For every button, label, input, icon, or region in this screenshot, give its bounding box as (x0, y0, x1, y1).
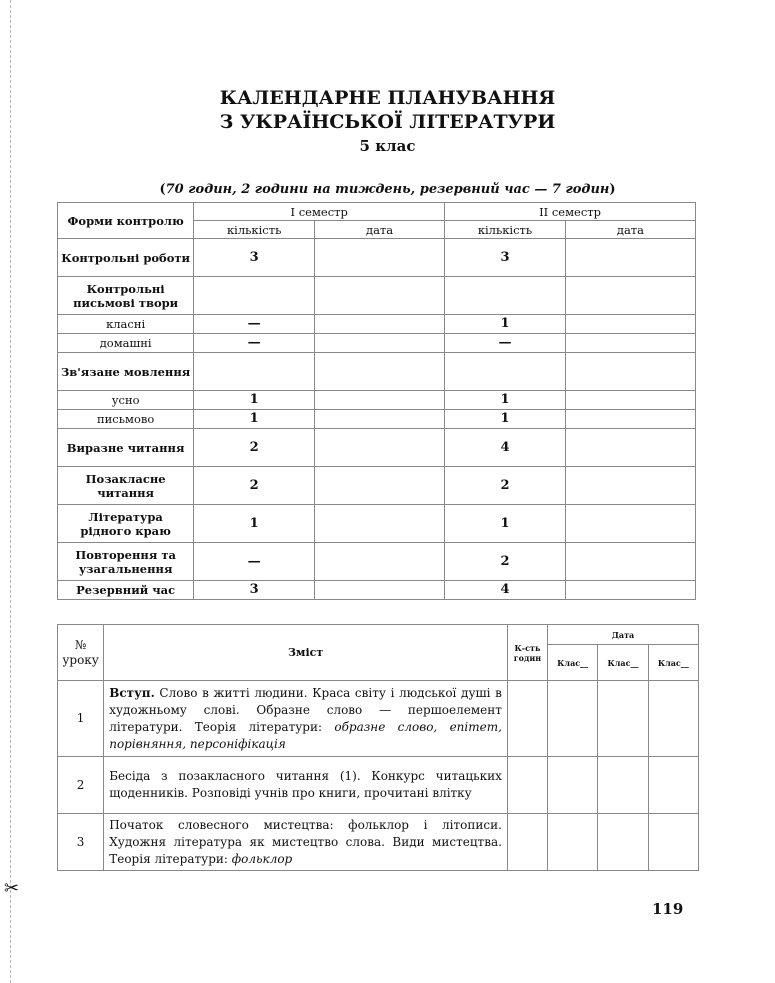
lesson-content-text: Бесіда з позакласного читання (1). Конкурс читацьких щоденників. Розповіді учнів про книги, прочитані влітку (109, 769, 502, 800)
hours-cell (507, 681, 547, 757)
row-label: Резервний час (58, 581, 194, 600)
s2-count: 2 (445, 543, 566, 581)
date-cell (598, 681, 648, 757)
s1-count: 1 (194, 505, 315, 543)
lesson-number: 2 (58, 757, 104, 814)
table-row (58, 239, 696, 277)
s2-count (445, 277, 566, 315)
s2-date (565, 277, 695, 315)
class-header-3: Клас__ (648, 645, 698, 681)
count-header-2: кількість (445, 221, 566, 239)
hours-cell (507, 757, 547, 814)
table-row (58, 277, 696, 315)
lesson-content (104, 814, 508, 871)
lessons-table (57, 624, 699, 871)
row-label: класні (58, 315, 194, 334)
s2-date (565, 239, 695, 277)
class-header-2: Клас__ (598, 645, 648, 681)
table-row (58, 814, 699, 871)
s1-count (194, 353, 315, 391)
s1-date (315, 467, 445, 505)
s1-count: 3 (194, 581, 315, 600)
date-header: Дата (547, 625, 698, 645)
row-label: письмово (58, 410, 194, 429)
date-cell (648, 814, 698, 871)
s2-count: 2 (445, 467, 566, 505)
s1-count: 2 (194, 467, 315, 505)
s2-count: 4 (445, 429, 566, 467)
table-row (58, 334, 696, 353)
s1-count: — (194, 543, 315, 581)
subtitle (0, 182, 775, 197)
table-row (58, 467, 696, 505)
s2-date (565, 315, 695, 334)
date-cell (547, 681, 597, 757)
s1-date (315, 505, 445, 543)
subtitle-close: ) (609, 182, 616, 197)
table-row (58, 391, 696, 410)
s1-count: 2 (194, 429, 315, 467)
row-label: Контрольні роботи (58, 239, 194, 277)
table-row (58, 757, 699, 814)
row-label: Література рідного краю (58, 505, 194, 543)
lesson-content-text: Початок словесного мистецтва: фольклор і літописи. Художня література як мистецтво слова. Види мистецтва. Теорія літератури: (109, 817, 502, 866)
table-row (58, 410, 696, 429)
date-cell (598, 757, 648, 814)
date-cell (598, 814, 648, 871)
grade-label: 5 клас (359, 137, 416, 155)
semester2-header: II семестр (445, 203, 696, 221)
s2-date (565, 353, 695, 391)
lesson-content-text: Слово в житті людини. Краса світу і людської душі в художньому слові. Образне слово — першоелемент літератури. Теорія літератури: (109, 685, 502, 734)
semester1-header: I семестр (194, 203, 445, 221)
lesson-number: 1 (58, 681, 104, 757)
hours-cell (507, 814, 547, 871)
lesson-content-italic: образне слово, епітет, порівняння, персоніфікація (109, 719, 502, 751)
s2-date (565, 429, 695, 467)
lesson-content-bold: Вступ. (109, 685, 155, 700)
s1-count: 3 (194, 239, 315, 277)
date-header-1: дата (315, 221, 445, 239)
table-row (58, 543, 696, 581)
s2-count: 3 (445, 239, 566, 277)
s1-date (315, 543, 445, 581)
s2-count: 4 (445, 581, 566, 600)
s1-count: 1 (194, 410, 315, 429)
lesson-content-italic: фольклор (231, 851, 293, 866)
row-label: Зв'язане мовлення (58, 353, 194, 391)
count-header-1: кількість (194, 221, 315, 239)
date-cell (648, 681, 698, 757)
title-line-1: КАЛЕНДАРНЕ ПЛАНУВАННЯ (219, 87, 556, 109)
s1-date (315, 315, 445, 334)
s1-date (315, 391, 445, 410)
content-header: Зміст (104, 625, 508, 681)
s2-date (565, 467, 695, 505)
page-title (0, 86, 775, 134)
s1-date (315, 410, 445, 429)
table-row (58, 505, 696, 543)
subtitle-text: 70 годин, 2 години на тиждень, резервний час — 7 годин (165, 182, 610, 197)
row-label: усно (58, 391, 194, 410)
class-header-1: Клас__ (547, 645, 597, 681)
date-cell (648, 757, 698, 814)
date-cell (547, 757, 597, 814)
s2-count: 1 (445, 315, 566, 334)
s2-count: 1 (445, 410, 566, 429)
forms-header: Форми контролю (58, 203, 194, 239)
s2-date (565, 334, 695, 353)
s1-count: — (194, 334, 315, 353)
scissors-icon: ✂ (4, 878, 20, 899)
lesson-number: 3 (58, 814, 104, 871)
s1-date (315, 581, 445, 600)
subtitle-open: ( (159, 182, 166, 197)
title-line-2: З УКРАЇНСЬКОЇ ЛІТЕРАТУРИ (219, 111, 556, 133)
table-row (58, 429, 696, 467)
table-row (58, 353, 696, 391)
s2-count (445, 353, 566, 391)
lesson-number-header: № уроку (58, 625, 104, 681)
page-number: 119 (652, 900, 684, 918)
s1-date (315, 353, 445, 391)
row-label: Виразне читання (58, 429, 194, 467)
control-forms-table (57, 202, 696, 600)
s2-date (565, 581, 695, 600)
s2-date (565, 543, 695, 581)
lesson-content (104, 757, 508, 814)
hours-header: К-сть годин (507, 625, 547, 681)
s2-date (565, 505, 695, 543)
s1-date (315, 429, 445, 467)
s2-count: 1 (445, 391, 566, 410)
s1-date (315, 239, 445, 277)
table-row (58, 315, 696, 334)
s1-date (315, 334, 445, 353)
table-row (58, 681, 699, 757)
s1-count: — (194, 315, 315, 334)
row-label: Позакласне читання (58, 467, 194, 505)
s1-date (315, 277, 445, 315)
date-header-2: дата (565, 221, 695, 239)
s2-count: 1 (445, 505, 566, 543)
s1-count: 1 (194, 391, 315, 410)
table-row (58, 581, 696, 600)
row-label: Повторення та узагальнення (58, 543, 194, 581)
lesson-content (104, 681, 508, 757)
row-label: Контрольні письмові твори (58, 277, 194, 315)
row-label: домашні (58, 334, 194, 353)
date-cell (547, 814, 597, 871)
s2-count: — (445, 334, 566, 353)
s1-count (194, 277, 315, 315)
s2-date (565, 391, 695, 410)
s2-date (565, 410, 695, 429)
